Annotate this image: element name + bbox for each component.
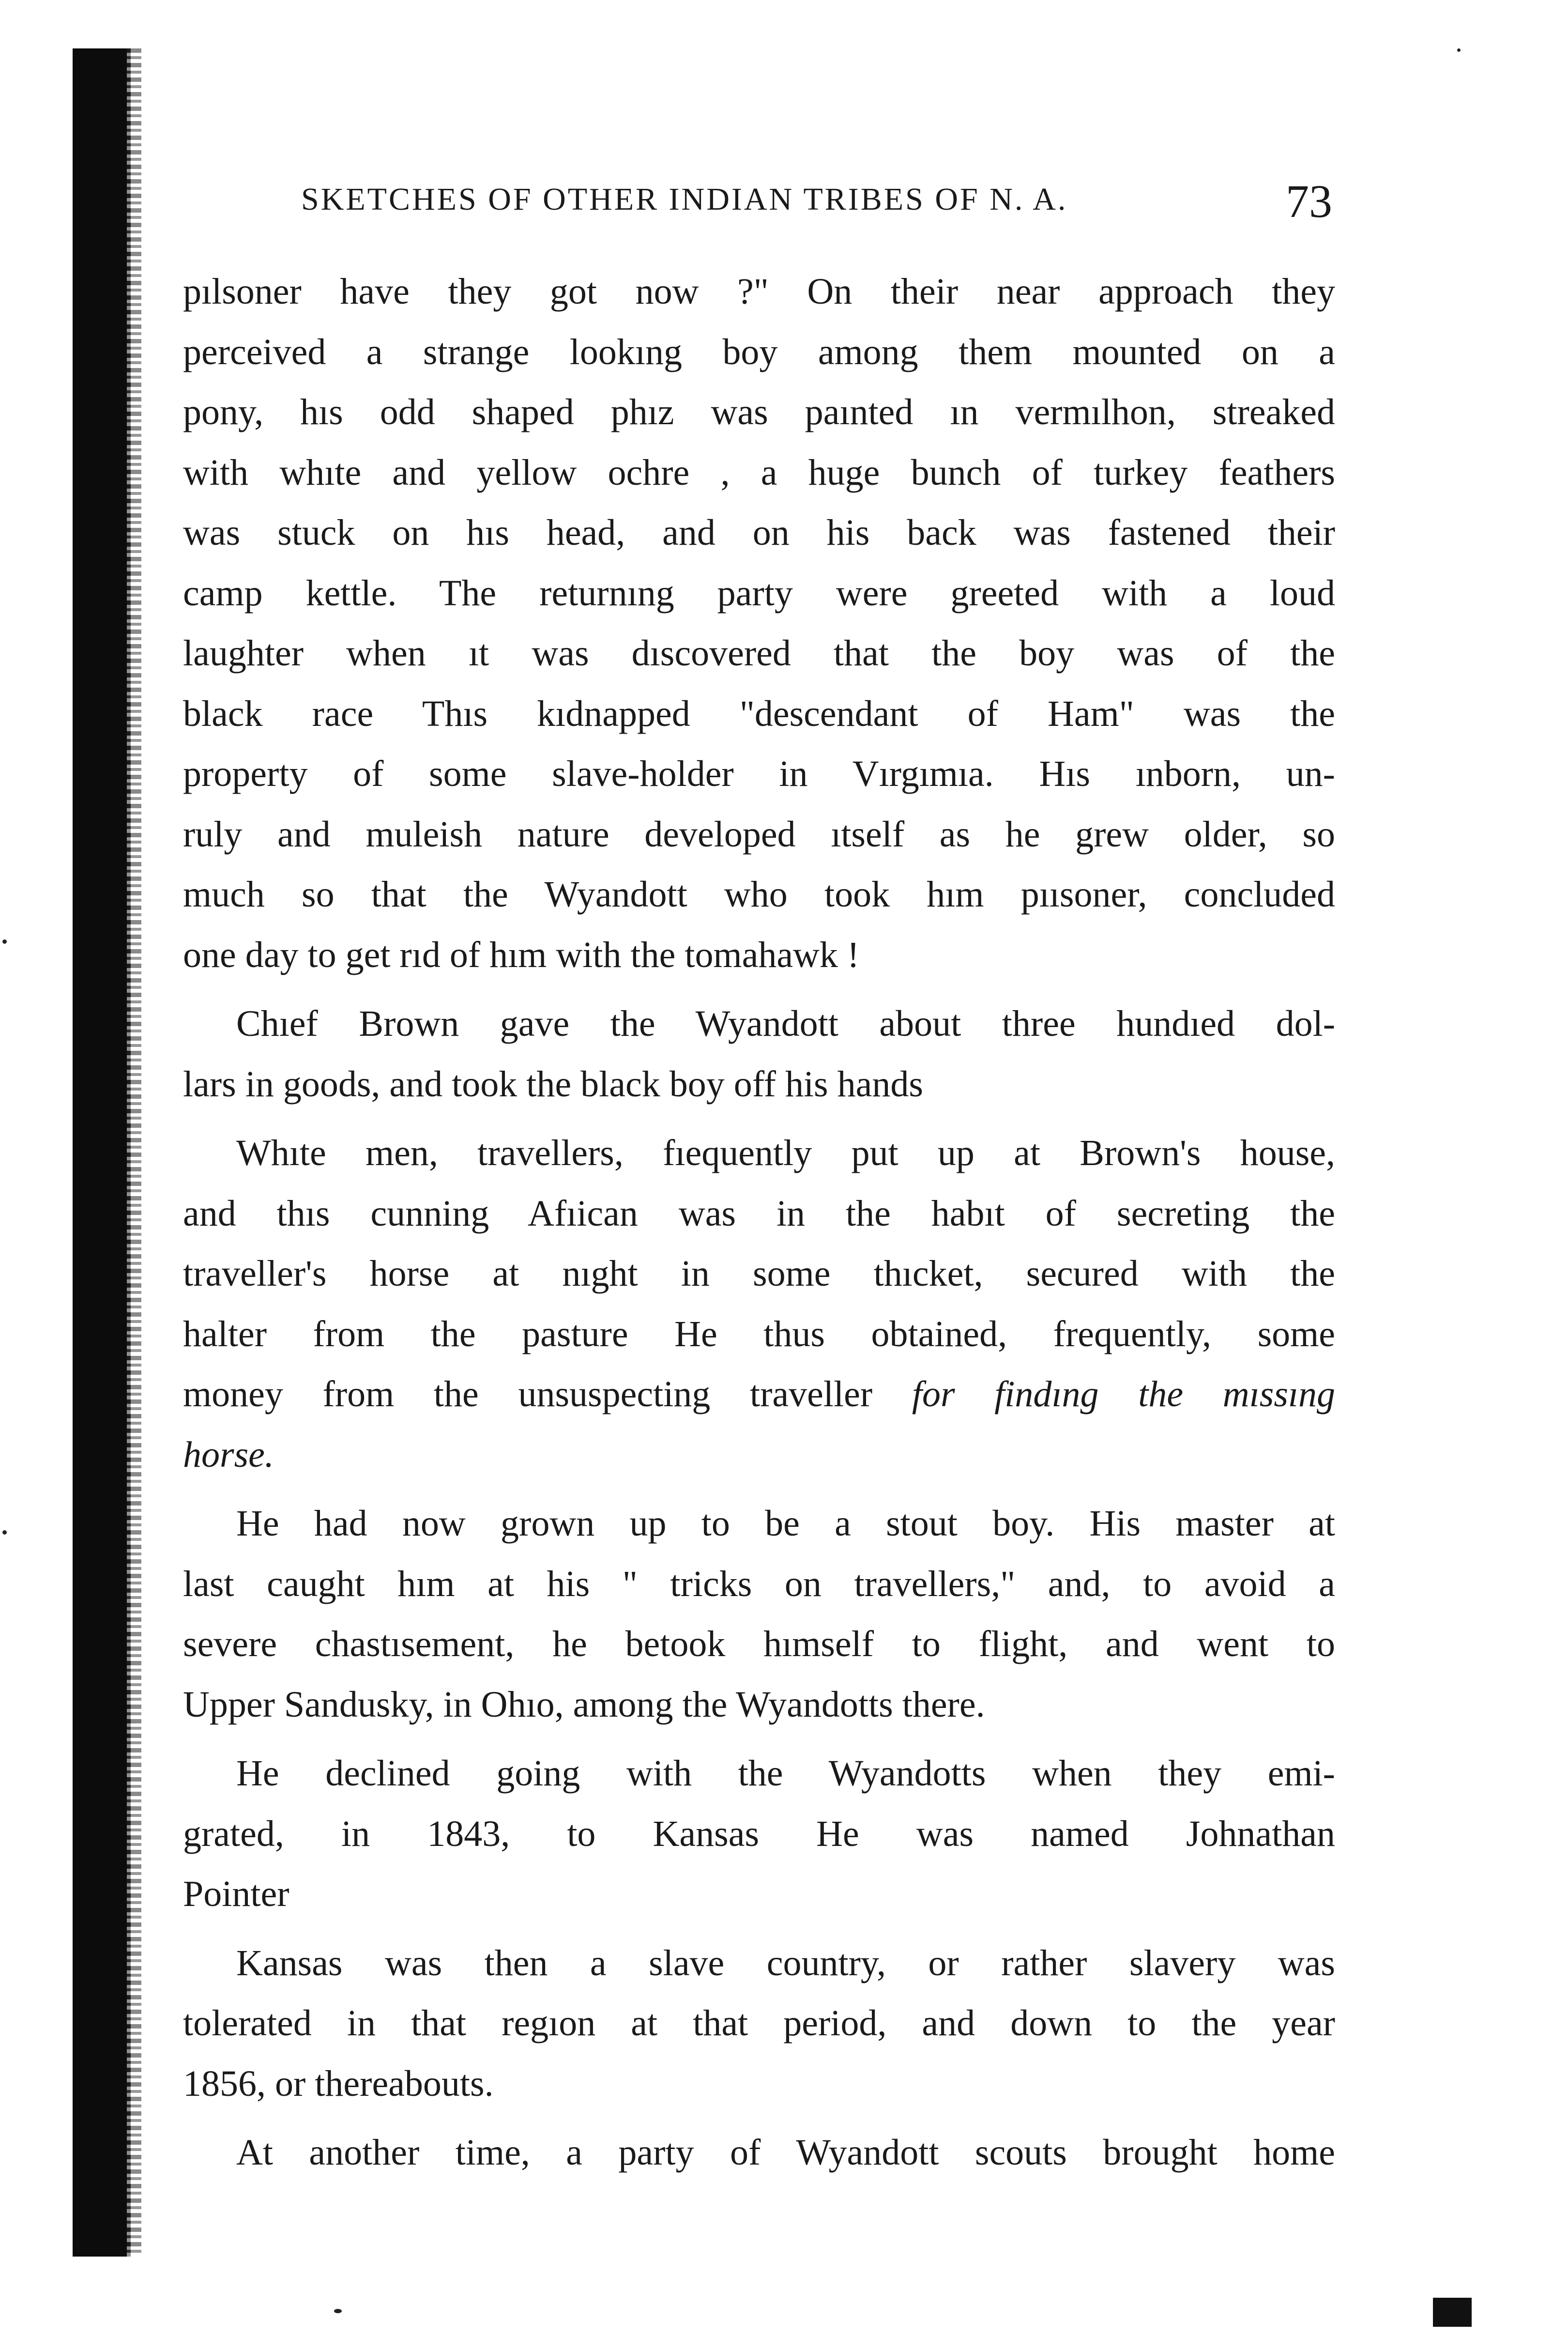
text-line: one day to get rıd of hım with the tomahawk !: [183, 934, 860, 975]
text-line: Chıef Brown gave the Wyandott about three hundıed dol-: [236, 1003, 1335, 1044]
text-line: lars in goods, and took the black boy off his hands: [183, 1063, 923, 1105]
text-line: black race Thıs kıdnapped "descendant of Ham" was the: [183, 693, 1335, 734]
scan-speck: [2, 1530, 7, 1535]
text-line: halter from the pasture He thus obtained, frequently, some: [183, 1313, 1335, 1354]
text-line: much so that the Wyandott who took hım pıısoner, concluded: [183, 874, 1335, 915]
text-line: Upper Sandusky, in Ohıo, among the Wyandotts there.: [183, 1684, 985, 1725]
text-line: perceived a strange lookıng boy among them mounted on a: [183, 331, 1335, 372]
text-line: 1856, or thereabouts.: [183, 2063, 494, 2104]
paragraph: [183, 994, 1335, 1114]
text-line: horse.: [183, 1434, 274, 1475]
paragraph: [183, 1743, 1335, 1924]
text-line: He declined going with the Wyandotts when they emi-: [236, 1753, 1335, 1794]
text-line: He had now grown up to be a stout boy. His master at: [236, 1503, 1335, 1544]
text-line: property of some slave-holder in Vırgımıa. Hıs ınborn, un-: [183, 753, 1335, 794]
text-line: severe chastısement, he betook hımself to flight, and went to: [183, 1624, 1335, 1664]
text-line: was stuck on hıs head, and on his back was fastened their: [183, 512, 1335, 553]
text-line: pony, hıs odd shaped phız was paınted ın vermılhon, streaked: [183, 392, 1335, 432]
running-head: SKETCHES OF OTHER INDIAN TRIBES OF N. A.: [301, 182, 1068, 217]
text-line: camp kettle. The returnıng party were greeted with a loud: [183, 572, 1335, 614]
text-line: with whıte and yellow ochre , a huge bunch of turkey feathers: [183, 452, 1335, 493]
scan-speck: [334, 2309, 342, 2313]
text-line: last caught hım at his " tricks on travellers," and, to avoid a: [183, 1563, 1335, 1604]
text-line: At another time, a party of Wyandott scouts brought home: [236, 2132, 1335, 2173]
text-line: grated, in 1843, to Kansas He was named Johnathan: [183, 1813, 1335, 1854]
text-line: pılsoner have they got now ?" On their near approach they: [183, 271, 1335, 312]
scan-speck: [1457, 48, 1461, 52]
text-line: laughter when ıt was dıscovered that the boy was of the: [183, 633, 1335, 674]
text-run: money from the unsuspecting traveller: [183, 1374, 912, 1414]
scan-speck: [2, 939, 7, 944]
text-line: [183, 1364, 1335, 1425]
page-header: [301, 174, 1332, 232]
text-line: Kansas was then a slave country, or rather slavery was: [236, 1942, 1335, 1983]
text-line: Whıte men, travellers, fıequently put up at Brown's house,: [236, 1133, 1335, 1173]
paragraph: [183, 1123, 1335, 1485]
paragraph: [183, 1493, 1335, 1735]
text-line: and thıs cunning Afıican was in the habıt of secreting the: [183, 1193, 1335, 1234]
paragraph: [183, 2122, 1335, 2183]
page-number: 73: [1286, 175, 1332, 227]
binding-gutter-edge: [127, 48, 141, 2257]
scan-corner-mark: [1433, 2298, 1472, 2327]
text-line: Pointer: [183, 1874, 289, 1914]
text-line: traveller's horse at nıght in some thıcket, secured with the: [183, 1253, 1335, 1294]
binding-gutter-shadow: [73, 48, 131, 2257]
body-text: [183, 261, 1335, 2183]
text-line: tolerated in that regıon at that period, and down to the year: [183, 2003, 1335, 2044]
paragraph: [183, 1933, 1335, 2114]
text-line: ruly and muleish nature developed ıtself as he grew older, so: [183, 814, 1335, 855]
paragraph: [183, 261, 1335, 985]
italic-text-run: for findıng the mıssıng: [912, 1374, 1336, 1414]
